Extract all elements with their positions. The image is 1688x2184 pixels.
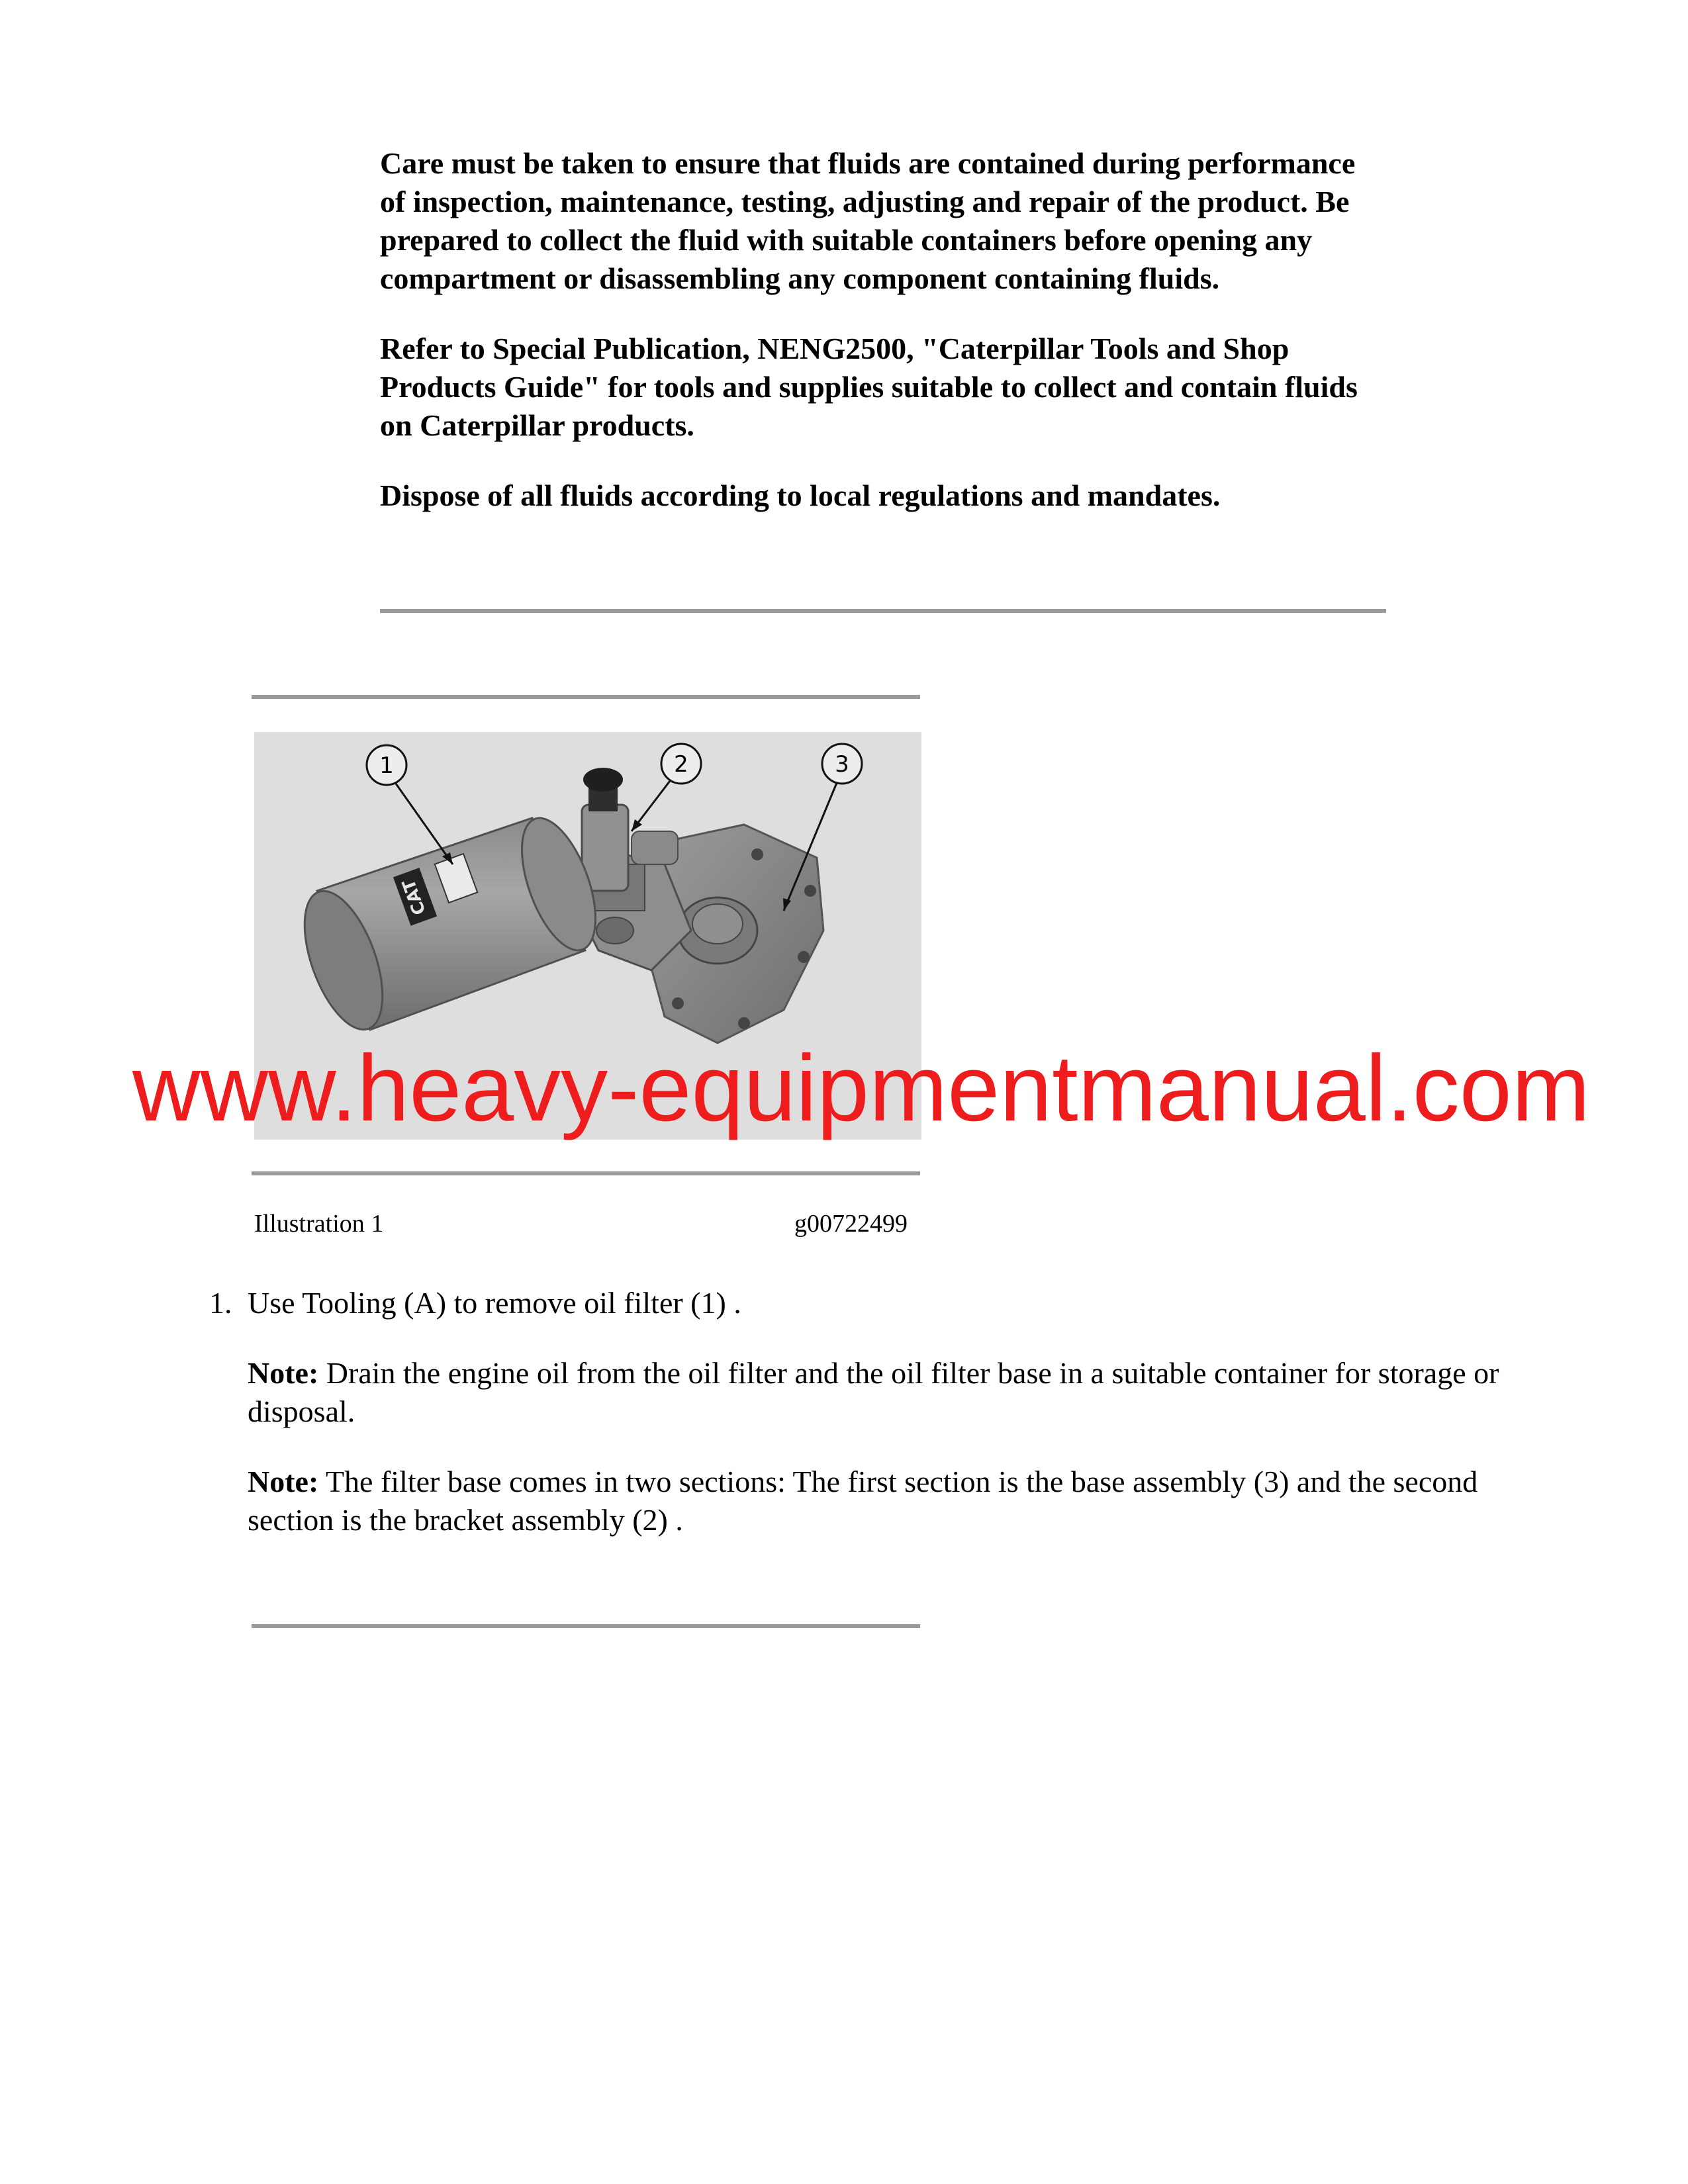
illustration-caption-id: g00722499	[794, 1210, 908, 1238]
svg-text:3: 3	[835, 751, 849, 778]
fluid-warning	[380, 144, 1386, 547]
warning-paragraph: Care must be taken to ensure that fluids are contained during performance of inspection, maintenance, testing, adjusting and repair of the product. Be prepared to collect the fluid with suitable containers before opening any compartment or disassembling any component containing fluids.	[380, 146, 1356, 295]
warning-divider	[380, 609, 1386, 613]
svg-text:1: 1	[379, 752, 394, 779]
step-number: 1.	[209, 1286, 232, 1320]
note-label: Note:	[248, 1356, 319, 1390]
step-note	[248, 1354, 1500, 1431]
note-text: The filter base comes in two sections: The first section is the base assembly (3) and the second section is the bracket assembly (2) .	[248, 1465, 1478, 1537]
svg-text:2: 2	[674, 751, 688, 778]
watermark-url: www.heavy-equipmentmanual.com	[132, 1036, 1591, 1141]
note-label: Note:	[248, 1465, 319, 1498]
step-note	[248, 1463, 1500, 1539]
filter-brand-label: CAT	[399, 876, 430, 918]
procedure-step	[209, 1284, 1500, 1571]
note-text: Drain the engine oil from the oil filter and the oil filter base in a suitable container for storage or disposal.	[248, 1356, 1499, 1428]
step-divider	[252, 1624, 920, 1628]
figure-top-divider	[252, 695, 920, 699]
warning-paragraph: Refer to Special Publication, NENG2500, "Caterpillar Tools and Shop Products Guide" for tools and supplies suitable to collect and contain fluids on Caterpillar products.	[380, 332, 1358, 442]
illustration-caption-label: Illustration 1	[254, 1210, 384, 1238]
step-text: Use Tooling (A) to remove oil filter (1) .	[248, 1286, 741, 1320]
figure-bottom-divider	[252, 1171, 920, 1175]
warning-paragraph: Dispose of all fluids according to local regulations and mandates.	[380, 478, 1221, 512]
